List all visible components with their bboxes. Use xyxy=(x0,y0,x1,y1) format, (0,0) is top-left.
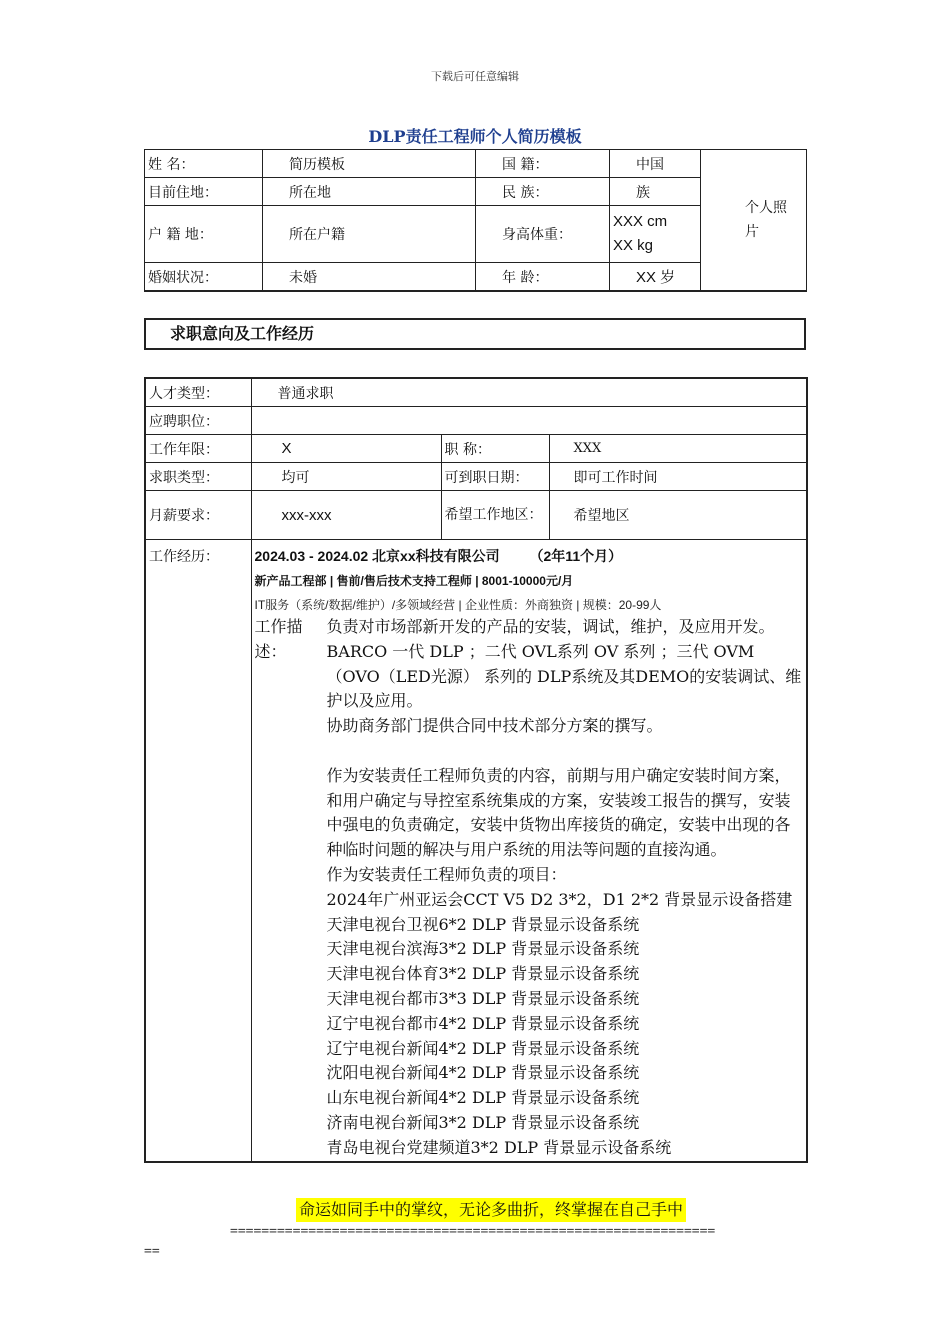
available-date-value: 即可工作时间 xyxy=(549,463,807,491)
personal-info-table xyxy=(144,149,807,292)
salary-label: 月薪要求： xyxy=(145,491,251,540)
desc-line: BARCO 一代 DLP ；二代 OVL系列 OV 系列 ；三代 OVM（OVO（LED光源） 系列的 DLP系统及其DEMO的安装调试、维护以及应用。 xyxy=(326,641,802,711)
desc-line: 天津电视台体育3*2 DLP 背景显示设备系统 xyxy=(326,964,640,984)
work-description xyxy=(255,615,804,1161)
salary-value: xxx-xxx xyxy=(251,491,441,540)
header-note: 下载后可任意编辑 xyxy=(431,70,519,83)
section-heading xyxy=(144,318,806,350)
nationality-value: 中国 xyxy=(610,150,701,178)
experience-duration: （2年11个月） xyxy=(529,548,623,564)
nationality-label: 国 籍： xyxy=(476,150,610,178)
job-title-label: 职 称： xyxy=(441,435,549,463)
desc-line xyxy=(327,739,804,764)
experience-header xyxy=(255,546,804,566)
available-date-label: 可到职日期： xyxy=(441,463,549,491)
work-description-body xyxy=(327,615,804,1161)
photo-placeholder: 个人照片 xyxy=(701,150,807,292)
experience-content xyxy=(251,540,807,1162)
desc-line: 负责对市场部新开发的产品的安装，调试，维护，及应用开发。 xyxy=(326,617,775,636)
talent-type-value: 普通求职 xyxy=(251,378,807,407)
motto: 命运如同手中的掌纹，无论多曲折，终掌握在自己手中 xyxy=(296,1198,686,1222)
desc-line: 青岛电视台党建频道3*2 DLP 背景显示设备系统 xyxy=(326,1137,672,1157)
work-description-label: 工作描述： xyxy=(254,617,303,661)
height-value: XXX cm xyxy=(613,213,668,230)
ethnicity-value: 族 xyxy=(610,178,701,206)
page-title: DLP责任工程师个人简历模板 xyxy=(368,127,582,146)
section-title: 求职意向及工作经历 xyxy=(170,324,315,343)
job-type-label: 求职类型： xyxy=(145,463,251,491)
weight-value: XX kg xyxy=(613,237,654,254)
height-weight-label: 身高体重： xyxy=(476,206,610,263)
desc-line: 作为安装责任工程师负责的内容，前期与用户确定安装时间方案，和用户确定与导控室系统集成的方案，安装竣工报告的撰写，安装中强电的负责确定，安装中货物出库接货的确定，安装中出现的各种临时问题的解决与用户系统的用法等问题的直接沟通。 xyxy=(326,765,791,860)
desc-line: 济南电视台新闻3*2 DLP 背景显示设备系统 xyxy=(326,1112,640,1132)
talent-type-label: 人才类型： xyxy=(145,378,251,407)
desc-line: 作为安装责任工程师负责的项目： xyxy=(326,864,567,884)
hukou-value: 所在户籍 xyxy=(263,206,476,263)
marital-value: 未婚 xyxy=(263,263,476,292)
name-value: 简历模板 xyxy=(263,150,476,178)
position-label: 应聘职位： xyxy=(145,407,251,435)
name-label: 姓 名： xyxy=(145,150,263,178)
height-weight-value xyxy=(610,206,701,263)
desc-line: 沈阳电视台新闻4*2 DLP 背景显示设备系统 xyxy=(326,1063,640,1083)
desc-line: 辽宁电视台都市4*2 DLP 背景显示设备系统 xyxy=(326,1013,640,1033)
experience-label: 工作经历： xyxy=(145,540,251,1162)
desc-line: 天津电视台滨海3*2 DLP 背景显示设备系统 xyxy=(326,939,640,959)
desc-line: 协助商务部门提供合同中技术部分方案的撰写。 xyxy=(326,716,663,736)
experience-period: 2024.03 - 2024.02 北京xx科技有限公司 xyxy=(254,548,500,564)
location-label: 希望工作地区： xyxy=(441,491,549,540)
age-label: 年 龄： xyxy=(476,263,610,292)
experience-role: 新产品工程部 | 售前/售后技术支持工程师 | 8001-10000元/月 xyxy=(254,574,574,588)
ethnicity-label: 民 族： xyxy=(476,178,610,206)
location-value: 希望地区 xyxy=(549,491,807,540)
desc-line: 辽宁电视台新闻4*2 DLP 背景显示设备系统 xyxy=(326,1038,640,1058)
marital-label: 婚姻状况： xyxy=(145,263,263,292)
job-title-value: XXX xyxy=(549,435,807,463)
separator-line: ============================================================== xyxy=(230,1224,716,1239)
position-value xyxy=(251,407,807,435)
years-label: 工作年限： xyxy=(145,435,251,463)
desc-line: 天津电视台都市3*3 DLP 背景显示设备系统 xyxy=(326,988,640,1008)
years-value: X xyxy=(251,435,441,463)
desc-line: 天津电视台卫视6*2 DLP 背景显示设备系统 xyxy=(326,914,640,934)
residence-value: 所在地 xyxy=(263,178,476,206)
desc-line: 山东电视台新闻4*2 DLP 背景显示设备系统 xyxy=(326,1088,640,1108)
separator-line-end: == xyxy=(144,1244,160,1259)
desc-line: 2024年广州亚运会CCT V5 D2 3*2，D1 2*2 背景显示设备搭建 xyxy=(326,889,793,909)
job-intent-table xyxy=(144,377,808,1163)
residence-label: 目前住地： xyxy=(145,178,263,206)
age-value: XX 岁 xyxy=(610,263,701,292)
job-type-value: 均可 xyxy=(251,463,441,491)
experience-company-info: IT服务（系统/数据/维护）/多领域经营 | 企业性质：外商独资 | 规模：20-99人 xyxy=(254,598,662,612)
hukou-label: 户 籍 地： xyxy=(145,206,263,263)
